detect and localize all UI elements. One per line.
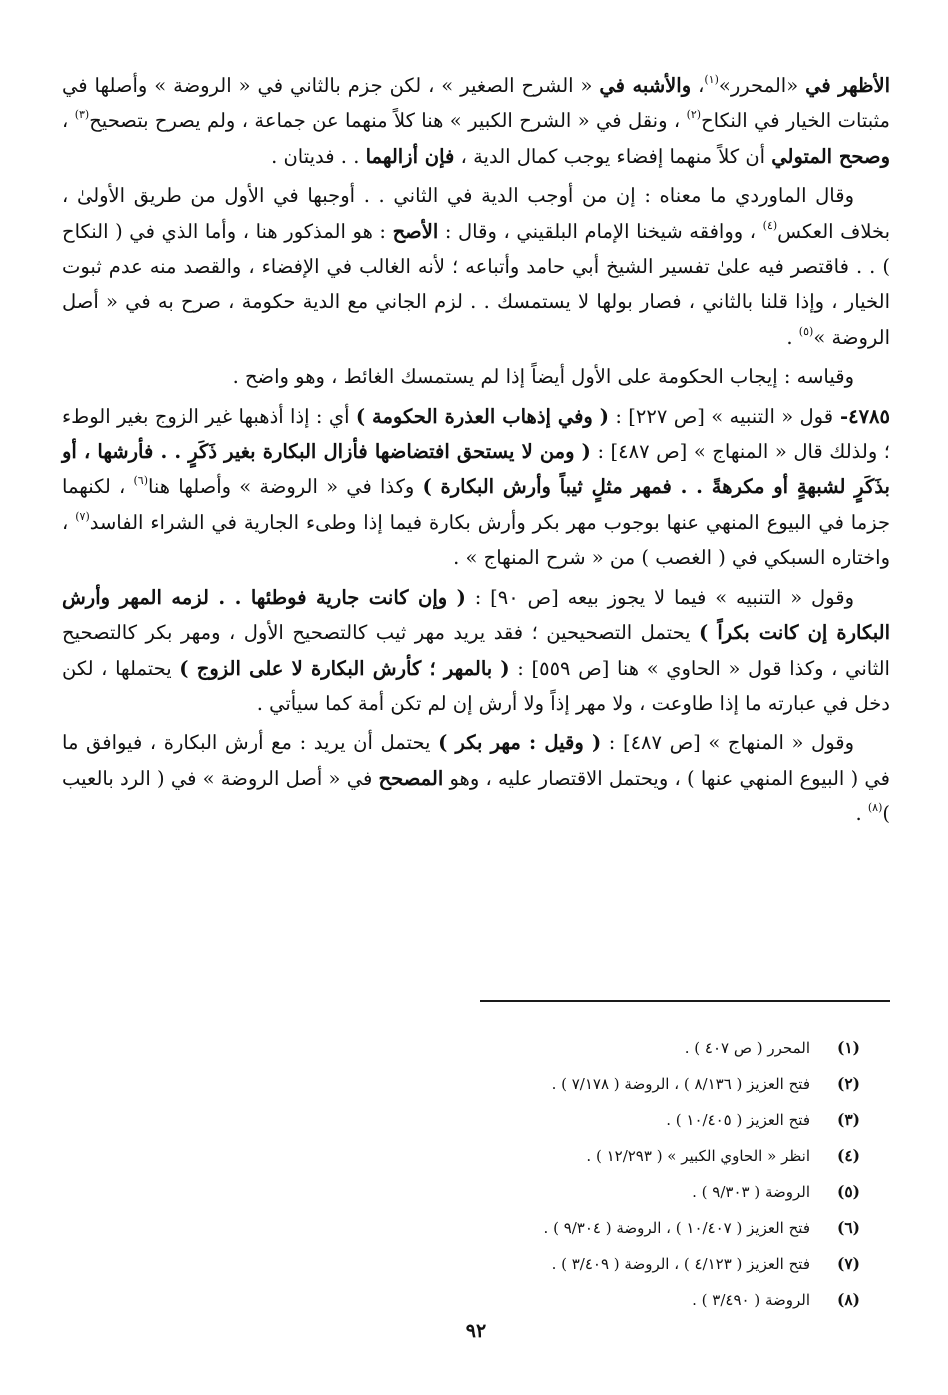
footnote — [100, 1138, 860, 1174]
footnote-number: (٨) — [836, 1290, 860, 1309]
footnote-number: (٥) — [836, 1182, 860, 1201]
text-run: أي : إذا أذهبها غير الزوج بغير الوطء ؛ ولذلك قال « المنهاج » [ص ٤٨٧] : — [62, 404, 890, 464]
footnote — [100, 1030, 860, 1066]
footnote-number: (٣) — [836, 1110, 860, 1129]
footnote — [100, 1210, 860, 1246]
main-text — [62, 68, 890, 832]
paragraph-6 — [62, 725, 890, 831]
footnote-text: فتح العزيز ( ٤/١٢٣ ) ، الروضة ( ٣/٤٠٩ ) . — [551, 1255, 810, 1273]
entry-number: ٤٧٨٥- — [833, 404, 891, 428]
bold-phrase: الأصح — [392, 219, 439, 243]
footnote-ref: (٤) — [762, 218, 778, 232]
text-run: . . فديتان . — [271, 144, 366, 168]
footnote-separator — [480, 1000, 890, 1002]
text-run: في « أصل الروضة » في ( الرد بالعيب ) — [62, 766, 890, 826]
footnote-number: (٤) — [836, 1146, 860, 1165]
footnote-ref: (٢) — [686, 108, 702, 122]
bold-phrase: المصحح — [378, 766, 444, 790]
bold-phrase: فإن أزالهما — [365, 144, 455, 168]
text-run: وقول « المنهاج » [ص ٤٨٧] : — [601, 731, 855, 755]
text-run: وقياسه : إيجاب الحكومة على الأول أيضاً إذا لم يستمسك الغائط ، وهو واضح . — [232, 365, 854, 389]
footnote-ref: (١) — [704, 73, 719, 86]
paragraph-5 — [62, 580, 890, 722]
text-run: يحتمل أن يريد : مع أرش البكارة ، فيوافق ما في ( البيوع المنهي عنها ) ، ويحتمل الاقتصار عليه ، وهو — [62, 731, 890, 790]
footnote-text: الروضة ( ٩/٣٠٣ ) . — [692, 1183, 810, 1201]
footnote-ref: (٣) — [74, 108, 90, 122]
text-run: «المحرر» — [718, 74, 806, 97]
footnote-text: فتح العزيز ( ١٠/٤٠٥ ) . — [666, 1111, 810, 1129]
bold-phrase: الأظهر في — [805, 74, 891, 97]
bold-phrase: والأشبه في — [599, 74, 692, 97]
footnote-number: (٦) — [836, 1218, 860, 1237]
quoted-text: ( ومن لا يستحق افتضاضها فأزال البكارة بغير ذَكَرٍ . . فأرشها ، أو بذَكَرٍ لشبهةٍ أو مكرهةً . . فمهر مثلٍ ثيباً وأرش البكارة ) — [62, 440, 890, 499]
text-run: وقول « التنبيه » فيما لا يجوز بيعه [ص ٩٠] : — [465, 585, 854, 609]
text-run: وكذا في « الروضة » وأصلها هنا — [147, 475, 423, 499]
footnote-number: (٢) — [836, 1074, 860, 1093]
footnote — [100, 1174, 860, 1210]
page-number: ٩٢ — [465, 1320, 487, 1342]
paragraph-2 — [62, 178, 890, 355]
footnote-ref: (٧) — [75, 509, 90, 523]
text-run: قول « التنبيه » [ص ٢٢٧] : — [609, 404, 834, 428]
paragraph-4 — [62, 399, 890, 576]
document-page — [62, 68, 890, 1368]
footnote-ref: (٥) — [798, 324, 814, 338]
footnote — [100, 1282, 860, 1318]
text-run: « الشرح الصغير » ، لكن جزم بالثاني في « الروضة » وأصلها في مثبتات الخيار في النكاح — [62, 74, 890, 133]
quoted-text: ( وفي إذهاب العذرة الحكومة ) — [355, 404, 610, 428]
text-run: . — [855, 802, 868, 826]
footnote-ref: (٦) — [133, 474, 148, 488]
paragraph-3 — [62, 359, 890, 394]
quoted-text: ( وقيل : مهر بكر ) — [438, 731, 602, 755]
text-run: : هو المذكور هنا ، وأما الذي في ( النكاح ) . . فاقتصر فيه علىٰ تفسير الشيخ أبي حامد وأتباعه ؛ لأنه الغالب في الإفضاء ، والقصد منه عدم ثبوت الخيار ، وإذا قلنا بالثاني ، فصار بولها لا يستمسك . . لزم الجاني مع الدية حكومة ، صرح به في « أصل الروضة » — [62, 219, 890, 349]
footnote — [100, 1066, 860, 1102]
footnotes — [100, 1030, 860, 1318]
text-run: يحتمل التصحيحين ؛ فقد يريد مهر ثيب كالتصحيح الأول ، ومهر بكر كالتصحيح الثاني ، وكذا قول « الحاوي » هنا [ص ٥٥٩] : — [62, 621, 890, 680]
footnote-text: انظر « الحاوي الكبير » ( ١٢/٢٩٣ ) . — [586, 1147, 810, 1165]
text-run: وقال الماوردي ما معناه : إن من أوجب الدية في الثاني . . أوجبها في الأول من طريق الأولىٰ ، بخلاف العكس — [62, 184, 890, 243]
footnote — [100, 1102, 860, 1138]
quoted-text: ( بالمهر ؛ كأرش البكارة لا على الزوج ) — [179, 656, 510, 680]
text-run: ، ونقل في « الشرح الكبير » هنا كلاً منهما عن جماعة ، ولم يصرح بتصحيح — [89, 109, 687, 133]
footnote-number: (١) — [836, 1038, 860, 1057]
footnote-text: فتح العزيز ( ٨/١٣٦ ) ، الروضة ( ٧/١٧٨ ) . — [551, 1075, 810, 1093]
bold-phrase: وصحح المتولي — [771, 144, 890, 168]
text-run: ، — [691, 74, 705, 97]
footnote-text: فتح العزيز ( ١٠/٤٠٧ ) ، الروضة ( ٩/٣٠٤ ) . — [543, 1219, 810, 1237]
text-run: ، لكنهما جزما في البيوع المنهي عنها بوجوب مهر بكر وأرش بكارة فيما إذا وطىء الجارية في الشراء الفاسد — [62, 475, 891, 534]
text-run: ، ووافقه شيخنا الإمام البلقيني ، وقال : — [438, 219, 763, 243]
footnote-text: المحرر ( ص ٤٠٧ ) . — [684, 1039, 810, 1057]
text-run: ، واختاره السبكي في ( الغصب ) من « شرح المنهاج » . — [62, 510, 890, 570]
footnote — [100, 1246, 860, 1282]
paragraph-1 — [62, 68, 890, 174]
quoted-text: ( وإن كانت جارية فوطئها . . لزمه المهر وأرش البكارة إن كانت بكراً ) — [62, 585, 890, 645]
footnote-ref: (٨) — [867, 801, 883, 815]
text-run: يحتملها ، لكن دخل في عبارته ما إذا طاوعت ، ولا مهر إذاً ولا أرش إن لم تكن أمة كما سيأتي . — [62, 656, 890, 715]
text-run: ، — [62, 109, 75, 133]
text-run: . — [786, 325, 799, 349]
footnote-number: (٧) — [836, 1254, 860, 1273]
text-run: أن كلاً منهما إفضاء يوجب كمال الدية ، — [454, 144, 772, 168]
footnote-text: الروضة ( ٣/٤٩٠ ) . — [692, 1291, 810, 1309]
